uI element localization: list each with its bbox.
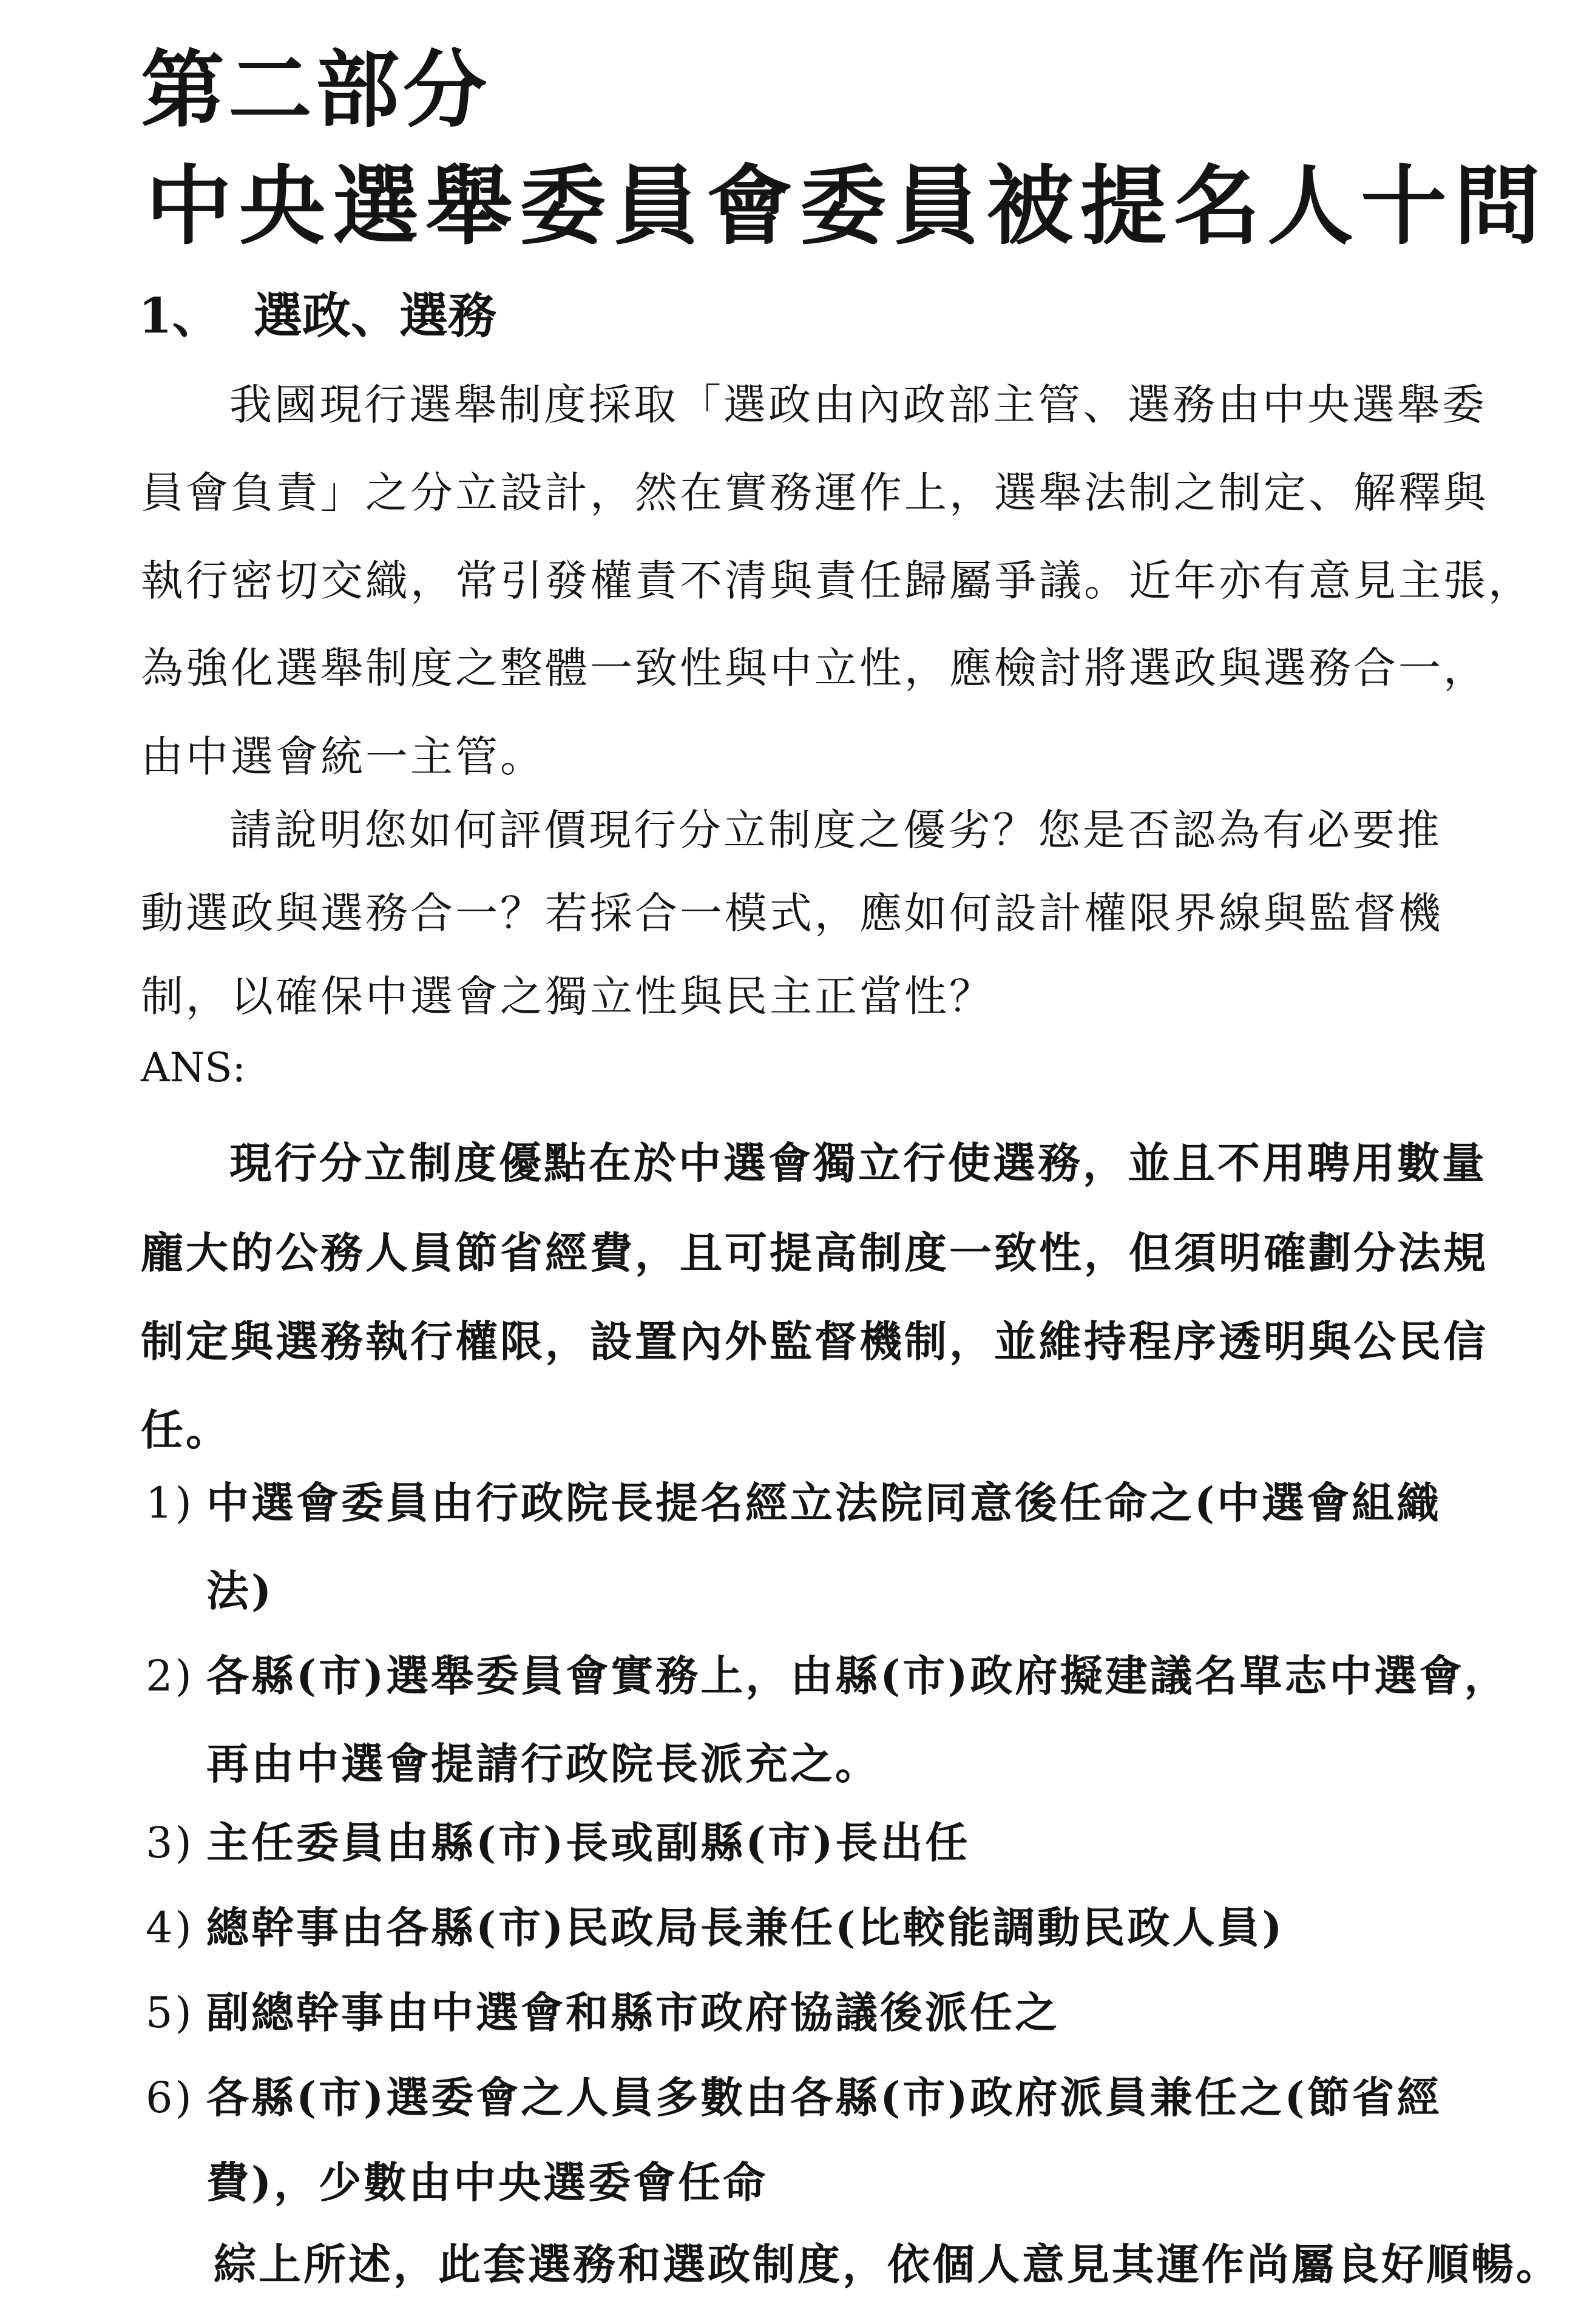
answer-intro-line: 制定與選務執行權限，設置內外監督機制，並維持程序透明與公民信: [141, 1316, 1488, 1366]
question-p1-line: 我國現行選舉制度採取「選政由內政部主管、選務由中央選舉委: [229, 380, 1487, 430]
question-p1-line: 員會負責」之分立設計，然在實務運作上，選舉法制之制定、解釋與: [141, 468, 1488, 518]
question-p2-line: 制，以確保中選會之獨立性與民主正當性？: [141, 971, 994, 1021]
section-number: 1、: [138, 287, 221, 344]
list-item: [146, 2072, 1442, 2123]
part-heading: 第二部分: [141, 41, 491, 139]
list-item-text: 副總幹事由中選會和縣市政府協議後派任之: [206, 1987, 1060, 2038]
list-item: [146, 1817, 970, 1868]
list-item: [146, 1650, 1509, 1701]
list-marker: 3): [146, 1818, 194, 1868]
answer-label: ANS:: [141, 1044, 246, 1091]
list-marker: 6): [146, 2073, 194, 2123]
list-marker: 5): [146, 1988, 194, 2038]
question-p2-line: 動選政與選務合一？若採合一模式，應如何設計權限界線與監督機: [141, 888, 1443, 938]
list-item-text: 各縣(市)選委會之人員多數由各縣(市)政府派員兼任之(節省經: [206, 2072, 1442, 2123]
list-item: [146, 1478, 1442, 1528]
list-marker: 2): [146, 1651, 194, 1701]
answer-intro-line: 任。: [141, 1405, 231, 1455]
question-p1-line: 為強化選舉制度之整體一致性與中立性，應檢討將選政與選務合一，: [141, 643, 1488, 693]
answer-intro-line: 現行分立制度優點在於中選會獨立行使選務，並且不用聘用數量: [229, 1138, 1487, 1188]
list-item-text: 中選會委員由行政院長提名經立法院同意後任命之(中選會組織: [206, 1478, 1442, 1528]
section-title: 選政、選務: [254, 287, 496, 344]
list-item-text: 各縣(市)選舉委員會實務上，由縣(市)政府擬建議名單志中選會，: [206, 1650, 1509, 1701]
question-p1-line: 由中選會統一主管。: [141, 732, 545, 782]
document-title: 中央選舉委員會委員被提名人十問: [146, 157, 1548, 257]
section-heading: [138, 287, 496, 344]
list-item: [146, 1902, 1285, 1953]
list-marker: 4): [146, 1903, 194, 1953]
list-item: [146, 1987, 1060, 2038]
list-item-text: 主任委員由縣(市)長或副縣(市)長出任: [206, 1817, 970, 1868]
list-item-continuation: 法): [206, 1566, 274, 1616]
question-p2-line: 請說明您如何評價現行分立制度之優劣？您是否認為有必要推: [229, 805, 1442, 855]
list-item-continuation: 費)，少數由中央選委會任命: [206, 2157, 768, 2207]
answer-intro-line: 龐大的公務人員節省經費，且可提高制度一致性，但須明確劃分法規: [141, 1228, 1488, 1278]
list-marker: 1): [146, 1478, 194, 1528]
list-item-continuation: 再由中選會提請行政院長派充之。: [206, 1738, 880, 1789]
list-item-text: 總幹事由各縣(市)民政局長兼任(比較能調動民政人員): [206, 1902, 1285, 1953]
question-p1-line: 執行密切交織，常引發權責不清與責任歸屬爭議。近年亦有意見主張，: [141, 556, 1533, 606]
conclusion-paragraph: 綜上所述，此套選務和選政制度，依個人意見其運作尚屬良好順暢。: [214, 2239, 1561, 2289]
